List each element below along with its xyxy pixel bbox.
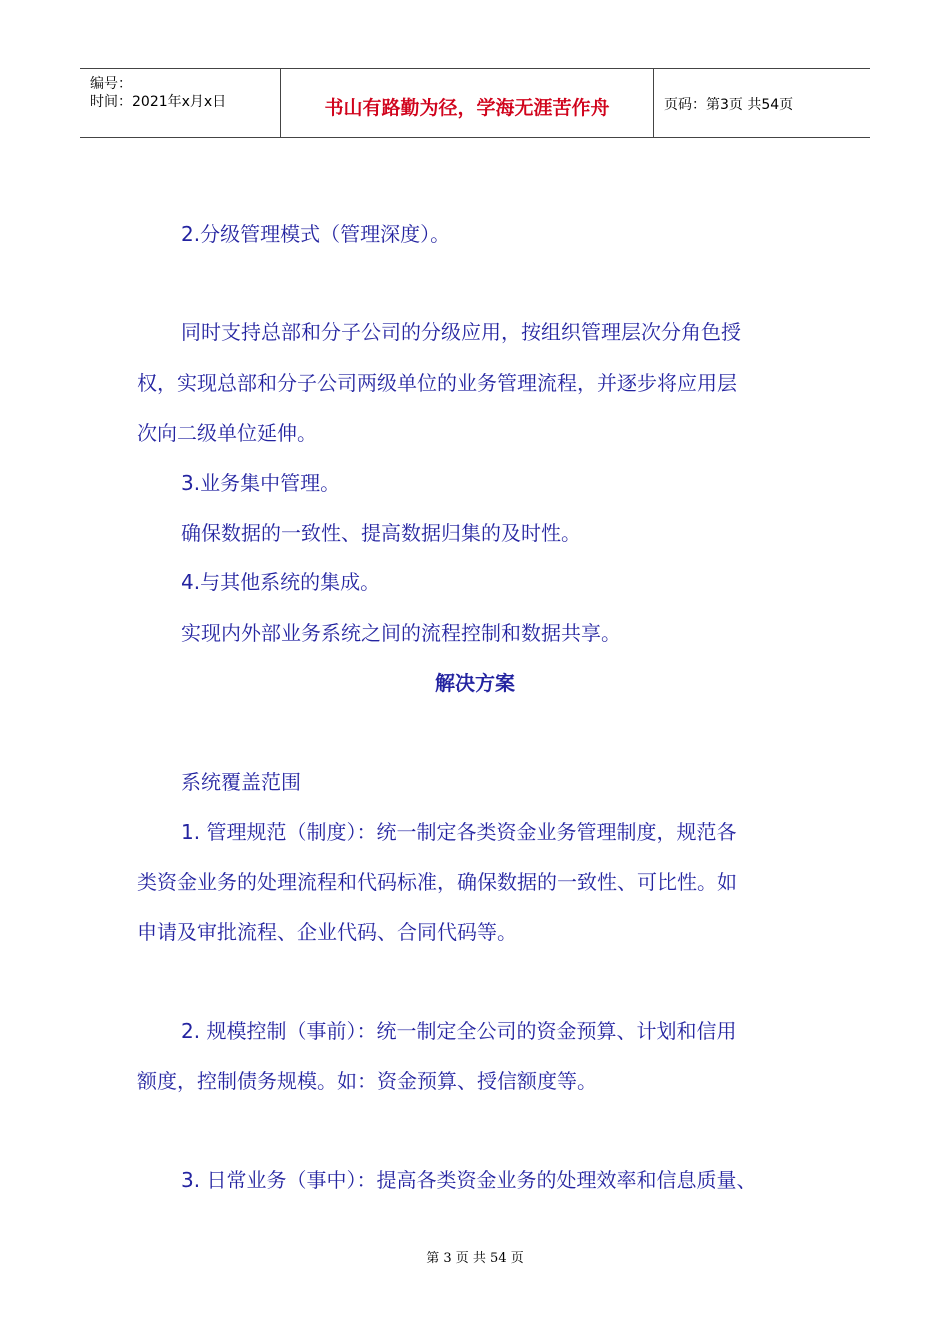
item2-line-1: 同时支持总部和分子公司的分级应用，按组织管理层次分角色授 [181,320,741,344]
scope1-line-2: 类资金业务的处理流程和代码标准，确保数据的一致性、可比性。如 [137,870,737,894]
number-label: 编号： [90,76,132,92]
item2-line-2: 权，实现总部和分子公司两级单位的业务管理流程，并逐步将应用层 [137,371,737,395]
scope2-line-2: 额度，控制债务规模。如：资金预算、授信额度等。 [137,1069,597,1093]
header-motto-cell [281,69,654,137]
scope2-line-1: 2. 规模控制（事前）：统一制定全公司的资金预算、计划和信用 [181,1019,737,1043]
time-label: 时间：2021年x月x日 [90,94,227,110]
item4-text: 实现内外部业务系统之间的流程控制和数据共享。 [181,621,621,645]
item2-title: 2.分级管理模式（管理深度）。 [181,222,451,246]
section-heading: 解决方案 [435,671,515,695]
item3-title: 3.业务集中管理。 [181,471,341,495]
scope-title: 系统覆盖范围 [181,770,301,794]
item3-text: 确保数据的一致性、提高数据归集的及时性。 [181,521,581,545]
document-header [80,68,870,138]
header-meta-cell [80,69,281,137]
scope1-line-3: 申请及审批流程、企业代码、合同代码等。 [137,920,517,944]
page-info: 页码：第3页 共54页 [664,97,794,113]
item4-title: 4.与其他系统的集成。 [181,570,381,594]
header-page-cell [654,69,870,137]
scope1-line-1: 1. 管理规范（制度）：统一制定各类资金业务管理制度，规范各 [181,820,737,844]
scope3-line-1: 3. 日常业务（事中）：提高各类资金业务的处理效率和信息质量、 [181,1168,757,1192]
item2-line-3: 次向二级单位延伸。 [137,421,317,445]
motto: 书山有路勤为径，学海无涯苦作舟 [324,97,610,119]
page-footer: 第 3 页 共 54 页 [426,1251,524,1266]
